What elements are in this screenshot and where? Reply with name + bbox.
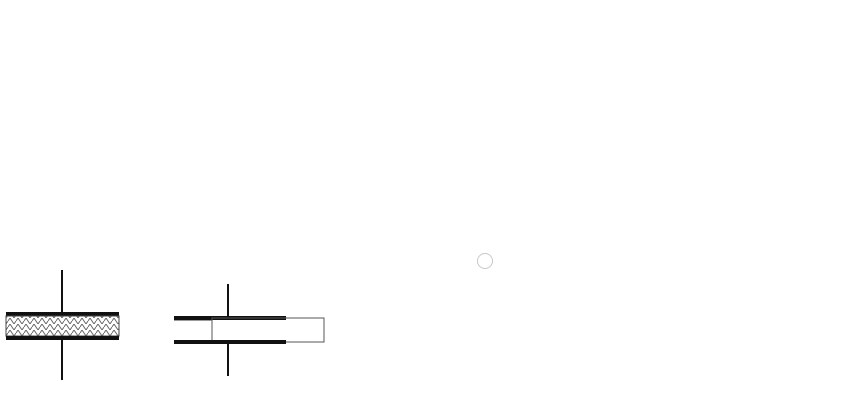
fig-4b-diagram	[160, 270, 340, 380]
air-gap-line	[174, 320, 212, 321]
dielectric-slab	[6, 316, 119, 336]
option-graph-f	[596, 160, 714, 272]
option-graph-b	[124, 160, 242, 272]
bottom-plate	[6, 336, 119, 340]
graph-b-svg	[124, 160, 242, 272]
option-graph-d	[360, 160, 478, 272]
top-plate	[6, 312, 119, 316]
graph-e-svg	[478, 160, 596, 272]
fig-4a-diagram	[0, 270, 160, 380]
radio-circle[interactable]	[477, 253, 493, 269]
dielectric-slab	[212, 318, 324, 342]
graph-c-svg	[242, 160, 360, 272]
option-graph-a	[6, 160, 124, 272]
bottom-plate	[174, 340, 286, 344]
graph-d-svg	[360, 160, 478, 272]
graph-a-svg	[6, 160, 124, 272]
option-graph-c	[242, 160, 360, 272]
option-graph-e	[478, 160, 596, 272]
graph-f-svg	[596, 160, 714, 272]
